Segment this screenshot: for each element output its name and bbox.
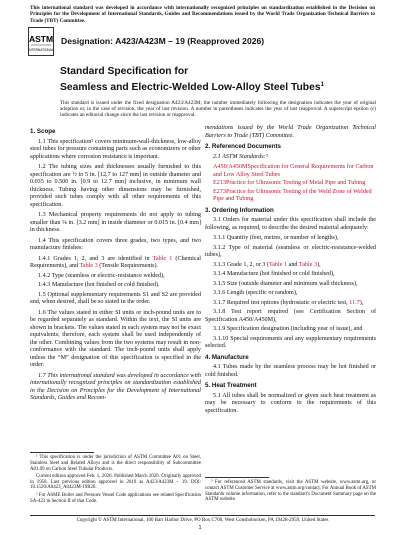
right-footnote-rule [205,477,269,478]
para-4-1: 4.1 Tubes made by the seamless process may be hot finished or cold finished. [205,364,376,378]
heading-heat-treatment: 5. Heat Treatment [205,382,257,389]
footnote-1: ¹ This specification is under the jurisdiction of ASTM Committee A01 on Steel, Stainless Steel and Related Alloys and is the direct responsibility of Subcommittee A01.09 on Carbon Steel Tubular Products. [30,455,201,472]
link-table-1[interactable]: Table 1 [152,255,173,262]
left-footnote-rule [30,452,94,453]
title-line-1: Standard Specification for [60,66,189,77]
para-3-1-7: 3.1.7 Required test options (hydrostatic or electric test, 11.7), [213,299,364,306]
referenced-standards-list [205,164,376,204]
para-1-3: 1.3 Mechanical property requirements do not apply to tubing smaller than ⅛ in. [3.2 mm] in inside diameter or 0.015 in. [0.4 mm] in thickness. [30,212,201,233]
para-5-1: 5.1 All tubes shall be normalized or given such heat treatment as may be necessary to conform to the requirements of this specification. [205,392,376,414]
footnote-2: ² For ASME Boiler and Pressure Vessel Code applications see related Specification SA-423 in Section II of that Code. [30,492,201,504]
para-3-1-4: 3.1.4 Manufacture (hot finished or cold finished), [213,271,335,277]
copyright-line: Copyright © ASTM International, 100 Barr Harbor Drive, PO Box C700, West Conshohocken, PA 19428-2959. United States [76,518,329,523]
heading-ordering-information: 3. Ordering Information [205,206,274,214]
link-section-11-7[interactable]: 11.7 [349,299,360,306]
link-table-3[interactable]: Table 3 [79,263,98,269]
para-1-4: 1.4 This specification covers three grades, two types, and two manufacture finishes: [30,237,201,251]
heading-referenced-documents: 2. Referenced Documents [205,143,281,150]
link-table-1[interactable]: Table 1 [268,261,288,268]
footnote-1-edition: Current edition approved Feb. 1, 2026. Published March 2026. Originally approved in 1958. Last previous edition approved in 2019 as A423/A423M – 19. DOI: 10.1520/A0423_A0423M-19R26. [30,473,201,491]
para-1-1: 1.1 This specification² covers minimum-wall-thickness, low-alloy steel tubes for pressure containing parts such as economizers or other applications where corrosion resistance is important. [30,138,201,160]
heading-scope: 1. Scope [30,128,56,135]
wto-notice: This international standard was developed in accordance with internationally recognized principles on standardization established in the Decision on Principles for the Development of International Standards, Guides and Recommendations issued by the World Trade Organization Technical Barriers to Trade (TBT) Committee. [30,5,375,24]
link-table-3[interactable]: Table 3 [298,261,318,268]
document-title [60,66,360,94]
para-1-7: 1.7 This international standard was developed in accordance with internationally recognized principles on standardization established in the Decision on Principles for the Development of International Standards, Guides and Recom- [30,372,201,401]
para-1-4-3: 1.4.3 Manufacture (hot finished or cold finished). [38,282,160,288]
para-3-1-6: 3.1.6 Length (specific or random), [213,290,298,296]
svg-text:INTERNATIONAL: INTERNATIONAL [28,48,54,52]
para-1-4-2: 1.4.2 Type (seamless or electric-resistance welded), [38,272,165,279]
heading-manufacture: 4. Manufacture [205,353,249,361]
bottom-rule [30,515,375,516]
para-2-1: 2.1 ASTM Standards:³ [213,153,268,160]
right-footnotes [205,480,376,505]
para-3-1-1: 3.1.1 Quantity (feet, metres, or number of lengths), [213,235,339,241]
para-3-1-10: 3.1.10 Special requirements and any supplementary requirements selected. [205,335,376,349]
para-3-1-8: 3.1.8 Test report required (see Certification Section of Specification A450/A450M), [205,309,376,323]
svg-text:ASTM: ASTM [28,34,54,44]
designation: Designation: A423/A423M – 19 (Reapproved 2026) [61,36,265,46]
astm-logo [28,27,54,56]
para-1-2: 1.2 The tubing sizes and thicknesses usually furnished to this specification are ½ to 5 in. [12.7 to 127 mm] in outside diameter and 0.035 to 0.500 in. [0.9 to 12.7 mm] inclusive, in minimum wall thickness. Tubing having other dimensions may be furnished, provided such tubes comply with all other requirements of this specification. [30,164,201,208]
ref-item[interactable]: E213Practice for Ultrasonic Testing of Metal Pipe and Tubing [213,180,366,186]
para-1-7-continued: mendations issued by the World Trade Organization Technical Barriers to Trade (TBT) Committee. [205,125,376,139]
left-footnotes [30,455,201,506]
left-column [30,125,201,406]
title-footnote-marker: 1 [320,81,324,88]
edition-note: This standard is issued under the fixed designation A423/A423M; the number immediately following the designation indicates the year of original adoption or, in the case of revision, the year of last revision. A number in parentheses indicates the year of last reapproval. A superscript epsilon (ε) indicates an editorial change since the last revision or reapproval. [60,100,376,119]
para-3-1-2: 3.1.2 Type of material (seamless or electric-resistance-welded tubes), [205,244,376,258]
para-1-5: 1.5 Optional supplementary requirements S1 and S2 are provided and, when desired, shall be so stated in the order. [30,291,201,305]
para-1-6: 1.6 The values stated in either SI units or inch-pound units are to be regarded separately as standard. Within the text, the SI units are shown in brackets. The values stated in each system may not be exact equivalents; therefore, each system shall be used independently of the other. Combining values from the two systems may result in non-conformance with the standard. The inch-pound units shall apply unless the “M” designation of this specification is specified in the order. [30,309,201,368]
title-line-2: Seamless and Electric-Welded Low-Alloy Steel Tubes$^1$ [60,81,324,93]
ref-item[interactable]: E273Practice for Ultrasonic Testing of the Weld Zone of Welded Pipe and Tubing [213,188,372,202]
para-3-1: 3.1 Orders for material under this specification shall include the following, as required, to describe the desired material adequately: [205,217,376,231]
page-number: 1 [198,525,202,531]
para-3-1-9: 3.1.9 Specification designation (including year of issue), and [213,326,363,332]
right-column [205,125,376,418]
footnote-3: ³ For referenced ASTM standards, visit the ASTM website, www.astm.org, or contact ASTM Customer Service at www.astm.org/contact. For Annual Book of ASTM Standards volume information, refer to the standard’s Document Summary page on the ASTM website. [205,480,376,503]
para-3-1-3: 3.1.3 Grade 1, 2, or 3 (Table 1 and Table 3), [213,261,321,268]
ref-item[interactable]: A450/A450MSpecification for General Requirements for Carbon and Low Alloy Steel Tubes [213,164,374,178]
para-3-1-5: 3.1.5 Size (outside diameter and minimum wall thickness), [213,280,358,287]
para-1-4-1: 1.4.1 Grades 1, 2, and 3 are identified in Table 1 (Chemical Requirements), and Table 3 (Tensile Requirements). [30,255,202,269]
